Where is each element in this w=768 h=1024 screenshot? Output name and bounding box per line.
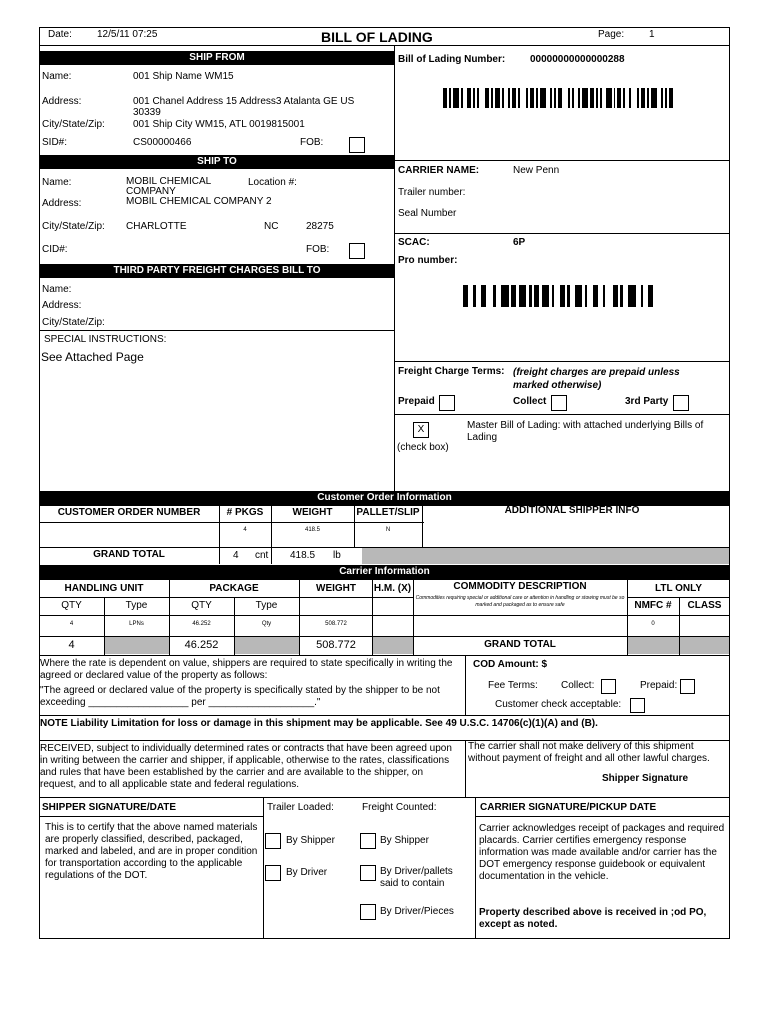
ship-to-name-value: MOBIL CHEMICAL COMPANY (126, 176, 211, 197)
customer-order-heading: Customer Order Information (39, 491, 730, 505)
fee-terms-label: Fee Terms: (488, 680, 538, 691)
ship-to-csz-label: City/State/Zip: (42, 221, 105, 232)
customer-total-weight: 418.5 (290, 550, 316, 561)
trailer-by-driver-checkbox[interactable] (265, 865, 281, 881)
ship-from-csz-label: City/State/Zip: (42, 119, 105, 130)
declared-value-text1: Where the rate is dependent on value, shippers are required to state specifically in writing the agreed or declared value of the property as follows: (40, 658, 453, 681)
declared-value-text2: "The agreed or declared value of the property is specifically stated by the shipper to be not exceeding __________________ per ___________________." (40, 685, 440, 708)
received-text: RECEIVED, subject to individually determined rates or contracts that have been agreed upon in writing between the carrier and shipper, if applicable, otherwise to the rates, classifications and rules that have been established by the carrier and are available to the shipper, on request, and to all applicable state and federal regulations. (40, 743, 452, 790)
barcode-bar (606, 88, 612, 108)
sub-qty: QTY (61, 600, 82, 611)
freight-terms-label: Freight Charge Terms: (398, 366, 505, 377)
col-package: PACKAGE (209, 583, 259, 594)
barcode-bar (572, 88, 574, 108)
bol-number-label: Bill of Lading Number: (398, 54, 506, 65)
barcode-bar (529, 285, 532, 307)
carrier-info-heading: Carrier Information (39, 565, 730, 579)
master-bol-text: Master Bill of Lading: with attached underlying Bills of Lading (467, 420, 704, 443)
barcode-bar (473, 285, 476, 307)
ship-to-location-label: Location #: (248, 177, 297, 188)
row-hu-qty: 4 (69, 621, 74, 627)
barcode-bar (512, 88, 516, 108)
customer-total-pkgs-unit: cnt (255, 550, 269, 561)
barcode-bar (623, 88, 625, 108)
trailer-by-driver-label: By Driver (286, 867, 328, 878)
barcode-bar (641, 285, 644, 307)
sub-nmfc: NMFC # (634, 600, 672, 611)
barcode-bar (554, 88, 556, 108)
col-handling-unit: HANDLING UNIT (64, 583, 144, 594)
ship-from-heading: SHIP FROM (39, 51, 395, 65)
col-weight: WEIGHT (292, 507, 333, 518)
customer-check-checkbox[interactable] (630, 698, 645, 713)
barcode-bar (552, 285, 555, 307)
row-weight: 418.5 (304, 527, 320, 533)
customer-total-pkgs: 4 (233, 550, 239, 561)
collect-checkbox[interactable] (551, 395, 567, 411)
ship-to-heading: SHIP TO (39, 155, 395, 169)
ship-to-name-label: Name: (42, 177, 72, 188)
barcode-bar (665, 88, 667, 108)
prepaid-checkbox[interactable] (439, 395, 455, 411)
carrier-grand-total-label: GRAND TOTAL (484, 639, 556, 650)
freight-terms-note: (freight charges are prepaid unless marked otherwise) (513, 367, 680, 391)
row-carrier-weight: 508.772 (325, 621, 347, 627)
scac-value: 6P (513, 237, 526, 248)
barcode-bar (585, 285, 588, 307)
barcode-bar (613, 285, 618, 307)
date-value: 12/5/11 07:25 (97, 29, 158, 40)
shipper-sig-heading: SHIPPER SIGNATURE/DATE (42, 802, 177, 813)
trailer-number-label: Trailer number: (398, 187, 466, 198)
third-party-checkbox[interactable] (673, 395, 689, 411)
barcode-bar (453, 88, 459, 108)
seal-number-label: Seal Number (398, 208, 457, 219)
barcode-bar (449, 88, 451, 108)
ship-to-state: NC (264, 221, 279, 232)
col-pkgs: # PKGS (226, 507, 264, 518)
barcode-bar (620, 285, 623, 307)
barcode-bar (550, 88, 552, 108)
property-received-text: Property described above is received in ;od PO, except as noted. (479, 907, 707, 930)
ship-from-address-label: Address: (42, 96, 82, 107)
barcode-bar (463, 285, 468, 307)
barcode-bar (495, 88, 501, 108)
freight-counted-label: Freight Counted: (362, 802, 437, 813)
pro-number-label: Pro number: (398, 255, 458, 266)
customer-grand-total-label: GRAND TOTAL (93, 549, 165, 560)
barcode-bar (491, 88, 493, 108)
carrier-name-label: CARRIER NAME: (398, 165, 480, 176)
barcode-bar (560, 285, 565, 307)
trailer-by-shipper-label: By Shipper (286, 835, 335, 846)
col-additional: ADDITIONAL SHIPPER INFO (504, 505, 640, 516)
ship-from-name-label: Name: (42, 71, 72, 82)
document-title: BILL OF LADING (321, 29, 433, 45)
special-instructions-value: See Attached Page (41, 350, 144, 364)
row-pkg-type: Qty (261, 621, 272, 627)
ship-from-fob-label: FOB: (300, 137, 324, 148)
cod-collect-label: Collect: (561, 680, 595, 691)
cod-amount-label: COD Amount: $ (473, 659, 548, 670)
barcode-bar (542, 285, 550, 307)
barcode-bar (558, 88, 562, 108)
ship-from-address-value: 001 Chanel Address 15 Address3 Atalanta GE US 30339 (133, 96, 355, 118)
barcode-bar (467, 88, 471, 108)
sub-type2: Type (255, 600, 278, 611)
barcode-bar (508, 88, 510, 108)
third-party-heading: THIRD PARTY FREIGHT CHARGES BILL TO (39, 264, 395, 278)
pro-barcode (463, 285, 656, 307)
commodity-note: Commodities requiring special or additional care or attention in handling or stowing must be so marked and packaged as to ensure safe (415, 595, 625, 608)
row-hu-type: LPNs (129, 621, 144, 627)
counted-by-shipper-label: By Shipper (380, 835, 429, 846)
barcode-bar (614, 88, 616, 108)
counted-by-driver-pallets-label: By Driver/pallets said to contain (380, 866, 453, 889)
shipper-signature-label: Shipper Signature (602, 773, 689, 784)
ship-to-cid-label: CID#: (42, 244, 68, 255)
barcode-bar (481, 285, 486, 307)
trailer-loaded-label: Trailer Loaded: (267, 802, 334, 813)
counted-by-driver-pieces-label: By Driver/Pieces (380, 906, 454, 917)
trailer-by-shipper-checkbox[interactable] (265, 833, 281, 849)
ship-from-sid-value: CS00000466 (133, 137, 192, 148)
barcode-bar (575, 285, 583, 307)
customer-check-label: Customer check acceptable: (495, 699, 622, 710)
barcode-bar (530, 88, 534, 108)
barcode-bar (443, 88, 447, 108)
total-carrier-weight: 508.772 (316, 639, 356, 651)
barcode-bar (600, 88, 602, 108)
barcode-bar (578, 88, 580, 108)
barcode-bar (526, 88, 528, 108)
third-party-name-label: Name: (42, 284, 72, 295)
barcode-bar (596, 88, 598, 108)
ship-from-fob-checkbox[interactable] (349, 137, 365, 153)
barcode-bar (461, 88, 463, 108)
barcode-bar (582, 88, 588, 108)
total-pkg-qty: 46.252 (184, 639, 219, 651)
barcode-bar (603, 285, 606, 307)
row-nmfc: 0 (651, 621, 655, 627)
row-pkgs: 4 (243, 527, 247, 533)
ship-from-sid-label: SID#: (42, 137, 68, 148)
col-pallet: PALLET/SLIP (356, 507, 420, 518)
col-commodity: COMMODITY DESCRIPTION (453, 581, 587, 592)
bol-barcode (443, 88, 673, 108)
ship-from-name-value: 001 Ship Name WM15 (133, 71, 234, 82)
sub-class: CLASS (687, 600, 722, 611)
counted-by-driver-pieces-checkbox[interactable] (360, 904, 376, 920)
sub-type: Type (125, 600, 148, 611)
barcode-bar (568, 88, 570, 108)
total-hu-qty: 4 (68, 639, 75, 651)
counted-by-driver-pallets-checkbox[interactable] (360, 865, 376, 881)
master-bol-checkbox[interactable]: X (413, 422, 429, 438)
carrier-name-value: New Penn (513, 165, 560, 176)
ship-from-csz-value: 001 Ship City WM15, ATL 0019815001 (133, 119, 305, 130)
barcode-bar (617, 88, 621, 108)
carrier-sig-text: Carrier acknowledges receipt of packages and required placards. Carrier certifies emergency response information was made available and/or carrier has the DOT emergency response guidebook or equivalent documentation in the vehicle. (479, 823, 725, 882)
special-instructions-label: SPECIAL INSTRUCTIONS: (44, 334, 167, 345)
barcode-bar (669, 88, 673, 108)
barcode-bar (651, 88, 657, 108)
barcode-bar (536, 88, 538, 108)
col-hm: H.M. (X) (373, 583, 412, 594)
third-party-address-label: Address: (42, 300, 82, 311)
cod-prepaid-label: Prepaid: (640, 680, 678, 691)
prepaid-label: Prepaid (398, 396, 435, 407)
barcode-bar (567, 285, 570, 307)
barcode-bar (473, 88, 475, 108)
barcode-bar (637, 88, 639, 108)
barcode-bar (519, 285, 527, 307)
scac-label: SCAC: (398, 237, 430, 248)
third-party-csz-label: City/State/Zip: (42, 317, 105, 328)
barcode-bar (518, 88, 520, 108)
barcode-bar (493, 285, 496, 307)
barcode-bar (648, 285, 653, 307)
ship-to-fob-label: FOB: (306, 244, 330, 255)
bol-number-value: 00000000000000288 (530, 54, 625, 65)
carrier-delivery-note: The carrier shall not make delivery of this shipment without payment of freight and all other lawful charges. (468, 741, 710, 764)
ship-to-fob-checkbox[interactable] (349, 243, 365, 259)
check-box-label: (check box) (397, 442, 449, 453)
barcode-bar (590, 88, 594, 108)
ship-to-address-value: MOBIL CHEMICAL COMPANY 2 (126, 196, 272, 207)
barcode-bar (641, 88, 645, 108)
page-value: 1 (649, 29, 655, 40)
barcode-bar (534, 285, 539, 307)
barcode-bar (629, 88, 631, 108)
liability-note: NOTE Liability Limitation for loss or damage in this shipment may be applicable. See 49 U.S.C. 14706(c)(1)(A) and (B). (40, 718, 598, 729)
page-label: Page: (598, 29, 625, 40)
barcode-bar (511, 285, 516, 307)
barcode-bar (485, 88, 489, 108)
barcode-bar (501, 285, 509, 307)
row-pallet: N (385, 527, 391, 533)
barcode-bar (477, 88, 479, 108)
collect-label: Collect (513, 396, 547, 407)
carrier-sig-heading: CARRIER SIGNATURE/PICKUP DATE (480, 802, 657, 813)
ship-to-address-label: Address: (42, 198, 82, 209)
barcode-bar (593, 285, 598, 307)
col-ltl: LTL ONLY (654, 583, 703, 594)
barcode-bar (661, 88, 663, 108)
sub-qty2: QTY (191, 600, 212, 611)
ship-to-city: CHARLOTTE (126, 221, 187, 232)
cod-collect-checkbox[interactable] (601, 679, 616, 694)
ship-to-zip: 28275 (306, 221, 334, 232)
third-party-terms-label: 3rd Party (625, 396, 669, 407)
barcode-bar (502, 88, 504, 108)
col-carrier-weight: WEIGHT (316, 583, 356, 594)
barcode-bar (540, 88, 546, 108)
barcode-bar (647, 88, 649, 108)
date-label: Date: (48, 29, 72, 40)
barcode-bar (628, 285, 636, 307)
col-order-number: CUSTOMER ORDER NUMBER (57, 507, 201, 518)
row-pkg-qty: 46.252 (192, 621, 211, 627)
customer-total-weight-unit: lb (333, 550, 341, 561)
counted-by-shipper-checkbox[interactable] (360, 833, 376, 849)
cod-prepaid-checkbox[interactable] (680, 679, 695, 694)
shipper-sig-text: This is to certify that the above named materials are properly classified, described, packaged, marked and labeled, and are in proper condition for transportation according to the applicable regulations of the DOT. (45, 822, 258, 881)
